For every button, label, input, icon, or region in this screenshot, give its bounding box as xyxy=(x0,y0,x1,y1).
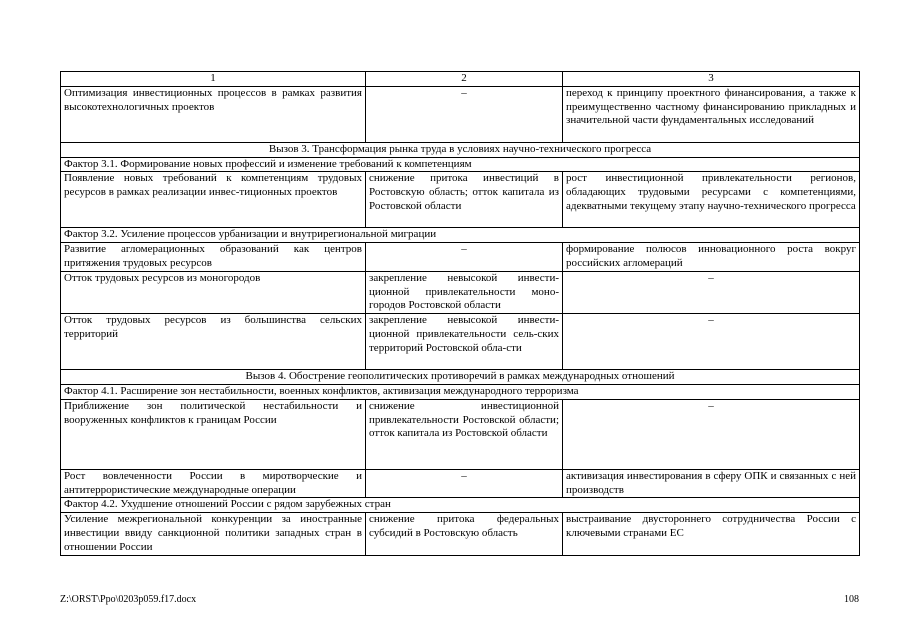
factor-row xyxy=(61,384,860,399)
table-cell: выстраивание двустороннего сотрудничества России с ключевыми странами ЕС xyxy=(563,513,860,555)
footer-page-number: 108 xyxy=(844,594,859,605)
table-cell: – xyxy=(563,271,860,313)
table-cell: Развитие агломерационных образований как центров притяжения трудовых ресурсов xyxy=(61,243,366,272)
table-cell: снижение инвестиционной привлекательности Ростовской области; отток капитала из Ростовской области xyxy=(366,399,563,469)
factor-row xyxy=(61,228,860,243)
challenges-table xyxy=(60,71,860,556)
factor-row xyxy=(61,498,860,513)
table-cell: – xyxy=(366,469,563,498)
table-cell: снижение притока федеральных субсидий в Ростовскую область xyxy=(366,513,563,555)
table-row xyxy=(61,513,860,555)
table-cell: снижение притока инвестиций в Ростовскую область; отток капитала из Ростовской области xyxy=(366,172,563,228)
table-row xyxy=(61,314,860,370)
table-cell: Отток трудовых ресурсов из большинства сельских территорий xyxy=(61,314,366,370)
table-cell: формирование полюсов инновационного роста вокруг российских агломераций xyxy=(563,243,860,272)
table-header-row xyxy=(61,72,860,87)
table-cell: – xyxy=(366,86,563,142)
factor-title: Фактор 4.2. Ухудшение отношений России с рядом зарубежных стран xyxy=(61,498,860,513)
table-cell: Рост вовлеченности России в миротворческие и антитеррористические международные операции xyxy=(61,469,366,498)
table-row xyxy=(61,399,860,469)
table-row xyxy=(61,469,860,498)
table-row xyxy=(61,172,860,228)
table-cell: Появление новых требований к компетенциям трудовых ресурсов в рамках реализации инвес-тиционных проектов xyxy=(61,172,366,228)
table-cell: активизация инвестирования в сферу ОПК и связанных с ней производств xyxy=(563,469,860,498)
header-cell: 1 xyxy=(61,72,366,87)
table-row xyxy=(61,243,860,272)
table-cell: рост инвестиционной привлекательности регионов, обладающих трудовыми ресурсами с компетенциями, адекватными текущему этапу научно-технического прогресса xyxy=(563,172,860,228)
table-cell: закрепление невысокой инвести-ционной привлекательности сель-ских территорий Ростовской обла-сти xyxy=(366,314,563,370)
section-title: Вызов 3. Трансформация рынка труда в условиях научно-технического прогресса xyxy=(61,142,860,157)
header-cell: 2 xyxy=(366,72,563,87)
header-cell: 3 xyxy=(563,72,860,87)
section-title: Вызов 4. Обострение геополитических противоречий в рамках международных отношений xyxy=(61,370,860,385)
footer-file-path: Z:\ORST\Ppo\0203p059.f17.docx xyxy=(60,594,197,605)
table-cell: – xyxy=(366,243,563,272)
table-cell: Оптимизация инвестиционных процессов в рамках развития высокотехнологичных проектов xyxy=(61,86,366,142)
table-cell: закрепление невысокой инвести-ционной привлекательности моно-городов Ростовской области xyxy=(366,271,563,313)
factor-row xyxy=(61,157,860,172)
table-cell: – xyxy=(563,314,860,370)
table-cell: Приближение зон политической нестабильности и вооруженных конфликтов к границам России xyxy=(61,399,366,469)
table-cell: – xyxy=(563,399,860,469)
section-row xyxy=(61,370,860,385)
section-row xyxy=(61,142,860,157)
table-cell: переход к принципу проектного финансирования, а также к преимущественно частному финансированию прикладных и значительной части фундаментальных исследований xyxy=(563,86,860,142)
factor-title: Фактор 3.2. Усиление процессов урбанизации и внутрирегиональной миграции xyxy=(61,228,860,243)
document-page xyxy=(60,71,859,556)
table-row xyxy=(61,86,860,142)
table-row xyxy=(61,271,860,313)
table-cell: Отток трудовых ресурсов из моногородов xyxy=(61,271,366,313)
factor-title: Фактор 3.1. Формирование новых профессий и изменение требований к компетенциям xyxy=(61,157,860,172)
factor-title: Фактор 4.1. Расширение зон нестабильности, военных конфликтов, активизация международного терроризма xyxy=(61,384,860,399)
table-cell: Усиление межрегиональной конкуренции за иностранные инвестиции ввиду санкционной политики западных стран в отношении России xyxy=(61,513,366,555)
